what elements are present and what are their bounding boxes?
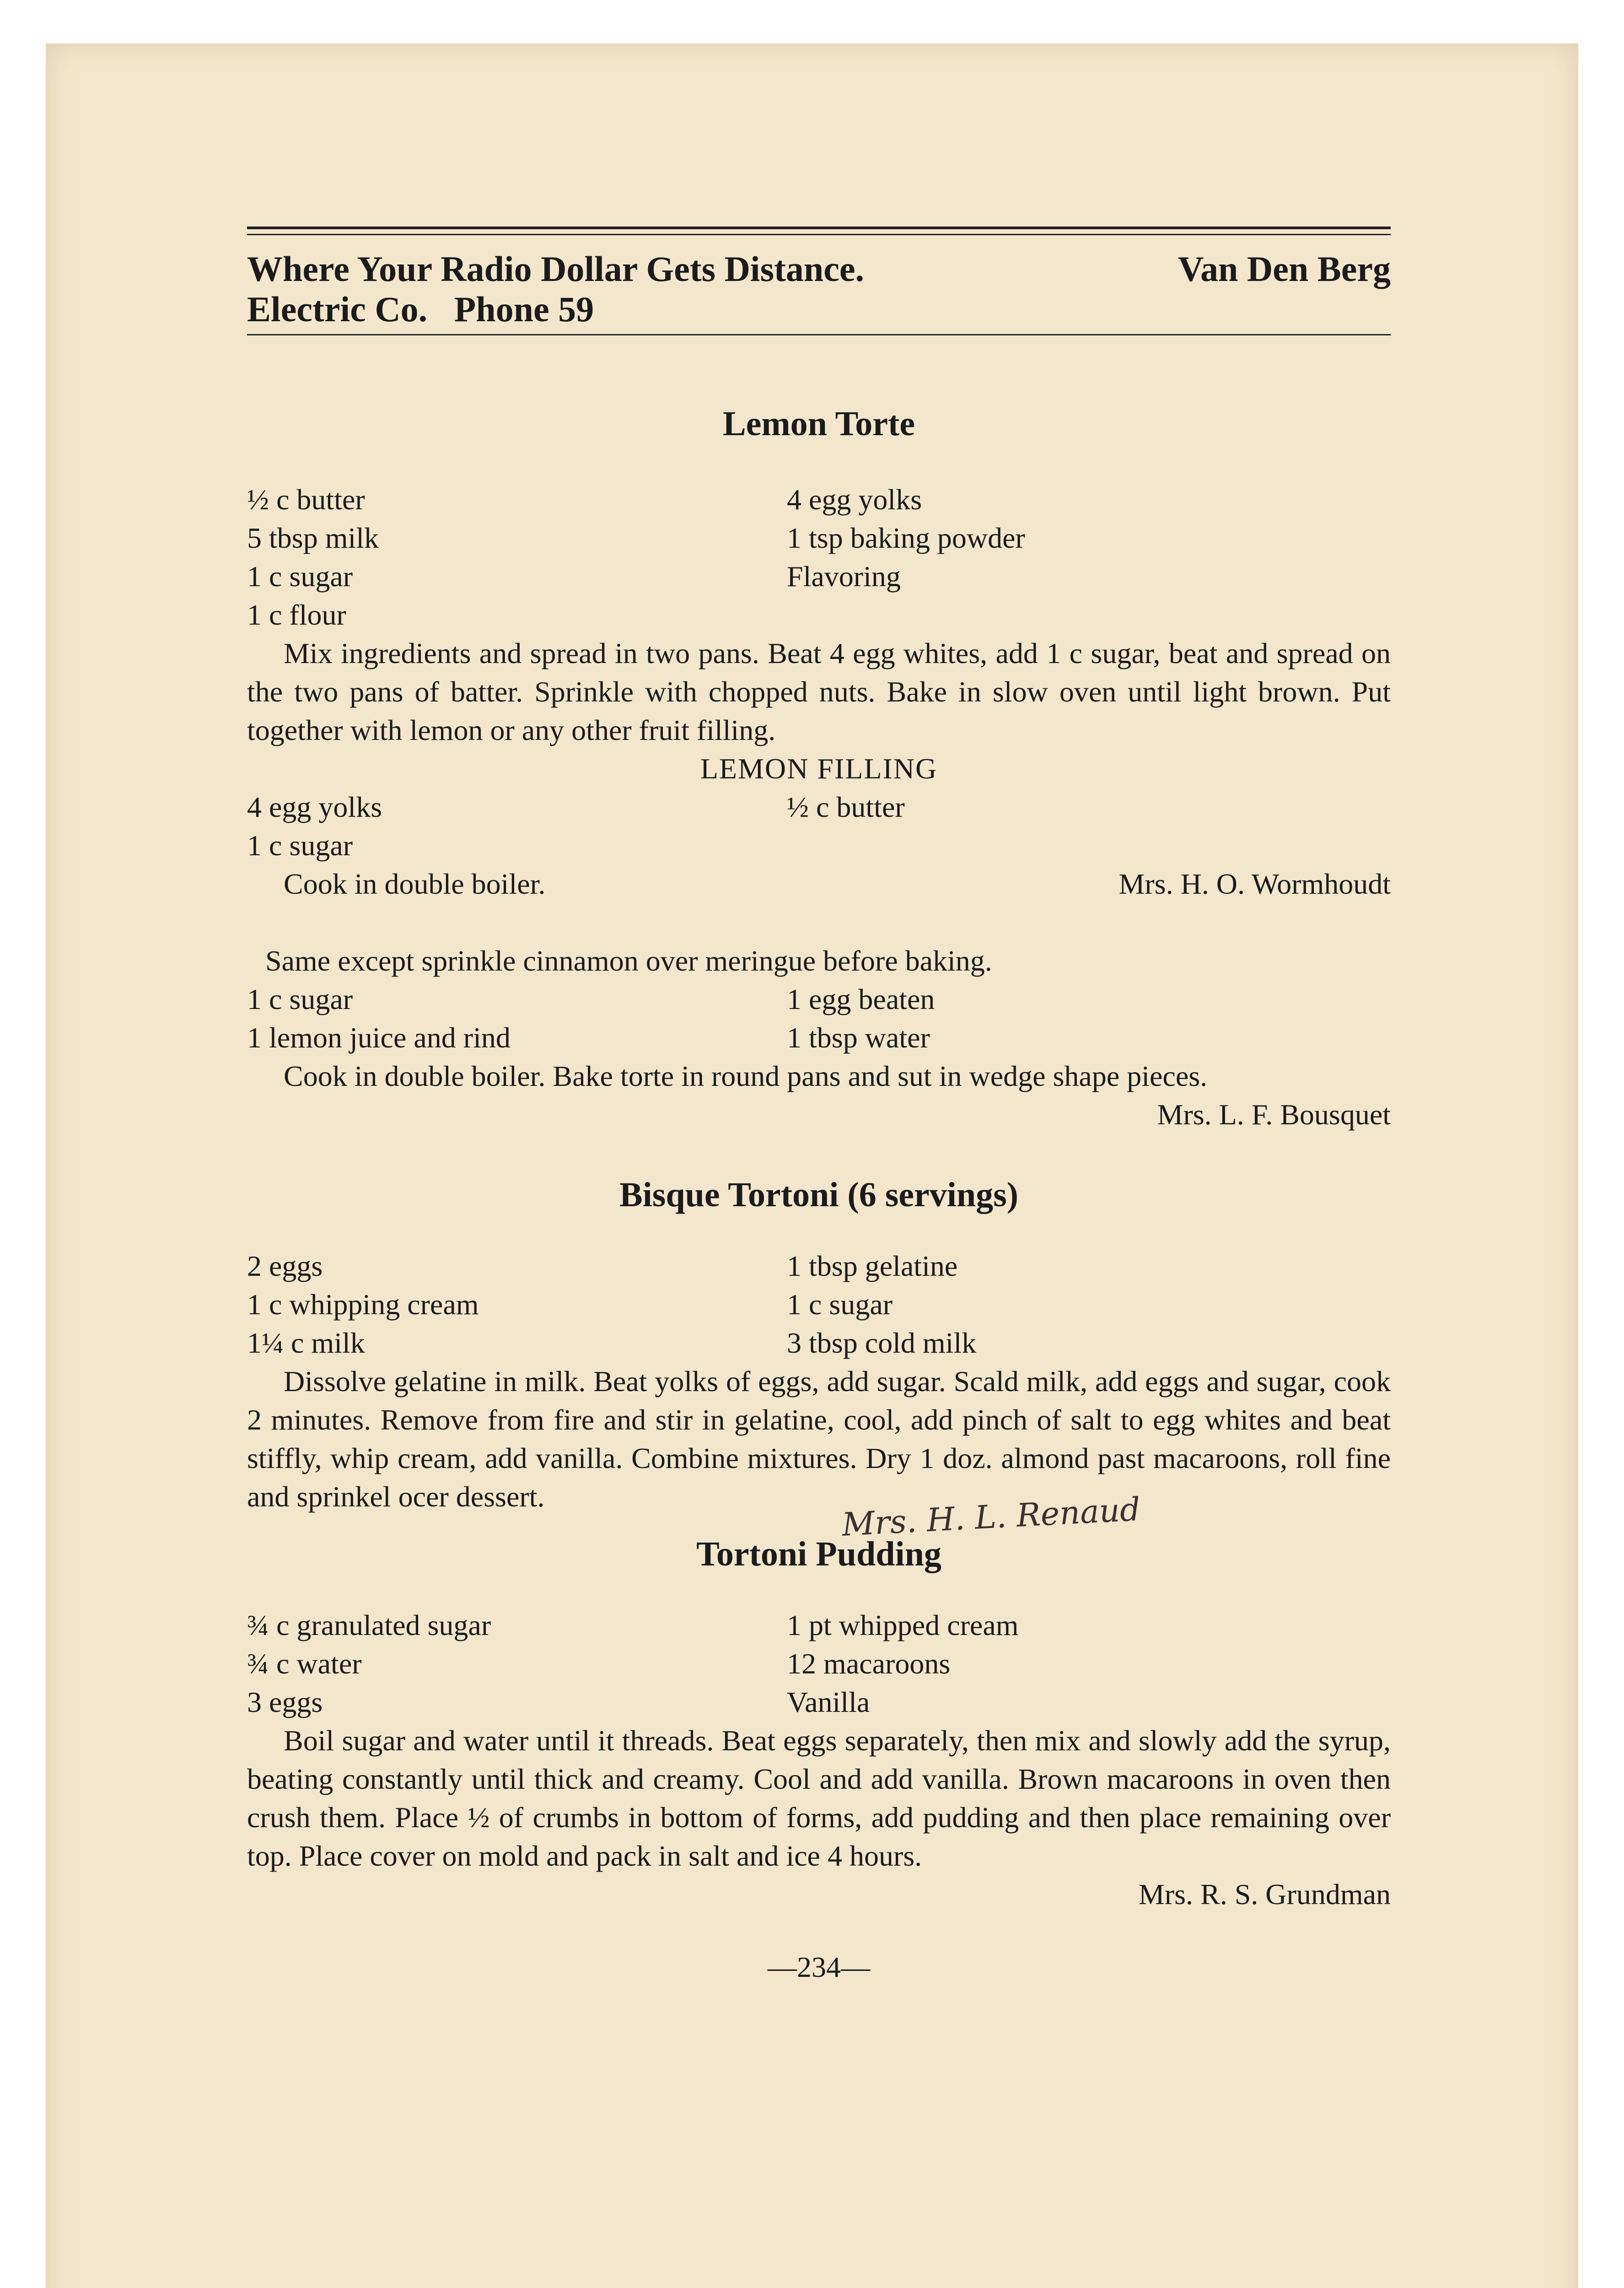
ingredient: ½ c butter xyxy=(787,791,905,823)
ingredients xyxy=(247,1606,1391,1721)
recipe-variant xyxy=(247,942,1391,1134)
page-number: —234— xyxy=(768,1951,870,1983)
ingredient: 1 tsp baking powder xyxy=(787,522,1025,554)
handwritten-signature: Mrs. H. L. Renaud xyxy=(841,1490,1141,1544)
ingredient: 2 eggs xyxy=(247,1250,323,1282)
header-rule-thin xyxy=(247,234,1391,235)
header-rule-bottom xyxy=(247,334,1391,335)
ingredient: 1 c sugar xyxy=(247,560,353,593)
recipe-tortoni-pudding xyxy=(247,1606,1391,1914)
ingredient: 1 lemon juice and rind xyxy=(247,1021,511,1054)
ingredients xyxy=(247,980,1391,1057)
ad-line2: Electric Co. Phone 59 xyxy=(247,289,594,329)
author: Mrs. R. S. Grundman xyxy=(1138,1878,1391,1910)
ingredients xyxy=(247,1247,1391,1362)
ingredient: 4 egg yolks xyxy=(787,483,922,516)
spacer xyxy=(247,903,1391,942)
recipe-title-lemon-torte: Lemon Torte xyxy=(722,405,915,443)
ad-right: Van Den Berg xyxy=(1178,249,1391,289)
ingredient: 1¼ c milk xyxy=(247,1327,365,1359)
ingredient: 12 macaroons xyxy=(787,1647,951,1680)
page-content xyxy=(247,227,1391,1984)
ingredient: 3 tbsp cold milk xyxy=(787,1327,977,1359)
recipe-title-tortoni-pudding: Tortoni Pudding xyxy=(696,1535,941,1573)
directions: Cook in double boiler. Bake torte in round pans and sut in wedge shape pieces. xyxy=(284,1060,1208,1092)
recipe-lemon-torte xyxy=(247,480,1391,903)
ingredient: 1 tbsp gelatine xyxy=(787,1250,958,1282)
recipe-title-bisque-tortoni: Bisque Tortoni (6 servings) xyxy=(619,1176,1019,1214)
ingredient: 1 c whipping cream xyxy=(247,1288,479,1321)
ingredient: 1 c flour xyxy=(247,599,346,631)
variant-intro: Same except sprinkle cinnamon over meringue before baking. xyxy=(265,944,992,977)
ingredient: 3 eggs xyxy=(247,1686,323,1718)
recipe-bisque-tortoni xyxy=(247,1247,1391,1544)
page-sheet xyxy=(46,43,1578,2288)
filling-ingredients xyxy=(247,788,1391,865)
directions: Mix ingredients and spread in two pans. Beat 4 egg whites, add 1 c sugar, beat and spread on the two pans of batter. Sprinkle with chopped nuts. Bake in slow oven until light brown. Put together with lemon or any other fruit filling. xyxy=(247,637,1391,746)
filling-footer xyxy=(247,865,1391,903)
ad-left: Where Your Radio Dollar Gets Distance. xyxy=(247,249,865,289)
ingredient: 5 tbsp milk xyxy=(247,522,379,554)
author: Mrs. H. O. Wormhoudt xyxy=(1119,868,1391,900)
ingredient: 4 egg yolks xyxy=(247,791,382,823)
header-rule-thick xyxy=(247,227,1391,229)
ingredient: 1 tbsp water xyxy=(787,1021,930,1054)
filling-directions: Cook in double boiler. xyxy=(284,868,546,900)
ingredient: 1 egg beaten xyxy=(787,983,935,1015)
ad-text xyxy=(247,249,1391,329)
ingredient: ½ c butter xyxy=(247,483,365,516)
ingredient: 1 c sugar xyxy=(787,1288,893,1321)
ingredient: 1 c sugar xyxy=(247,829,353,862)
directions: Boil sugar and water until it threads. Beat eggs separately, then mix and slowly add the syrup, beating constantly until thick and creamy. Cool and add vanilla. Brown macaroons in oven then crush them. Place ½ of crumbs in bottom of forms, add pudding and then place remaining over top. Place cover on mold and pack in salt and ice 4 hours. xyxy=(247,1724,1391,1872)
ingredient: ¾ c water xyxy=(247,1647,362,1680)
ingredient: Vanilla xyxy=(787,1686,870,1718)
ingredient: 1 c sugar xyxy=(247,983,353,1015)
ingredient: ¾ c granulated sugar xyxy=(247,1609,491,1641)
ingredients xyxy=(247,480,1391,634)
subheading-lemon-filling: LEMON FILLING xyxy=(700,752,938,785)
header-ad xyxy=(247,227,1391,335)
author: Mrs. L. F. Bousquet xyxy=(1157,1098,1391,1131)
directions: Dissolve gelatine in milk. Beat yolks of eggs, add sugar. Scald milk, add eggs and sugar, cook 2 minutes. Remove from fire and stir in gelatine, cool, add pinch of salt to egg whites and beat stiffly, whip cream, add vanilla. Combine mixtures. Dry 1 doz. almond past macaroons, roll fine and sprinkel ocer dessert. xyxy=(247,1365,1391,1513)
ingredient: Flavoring xyxy=(787,560,901,593)
ingredient: 1 pt whipped cream xyxy=(787,1609,1019,1641)
